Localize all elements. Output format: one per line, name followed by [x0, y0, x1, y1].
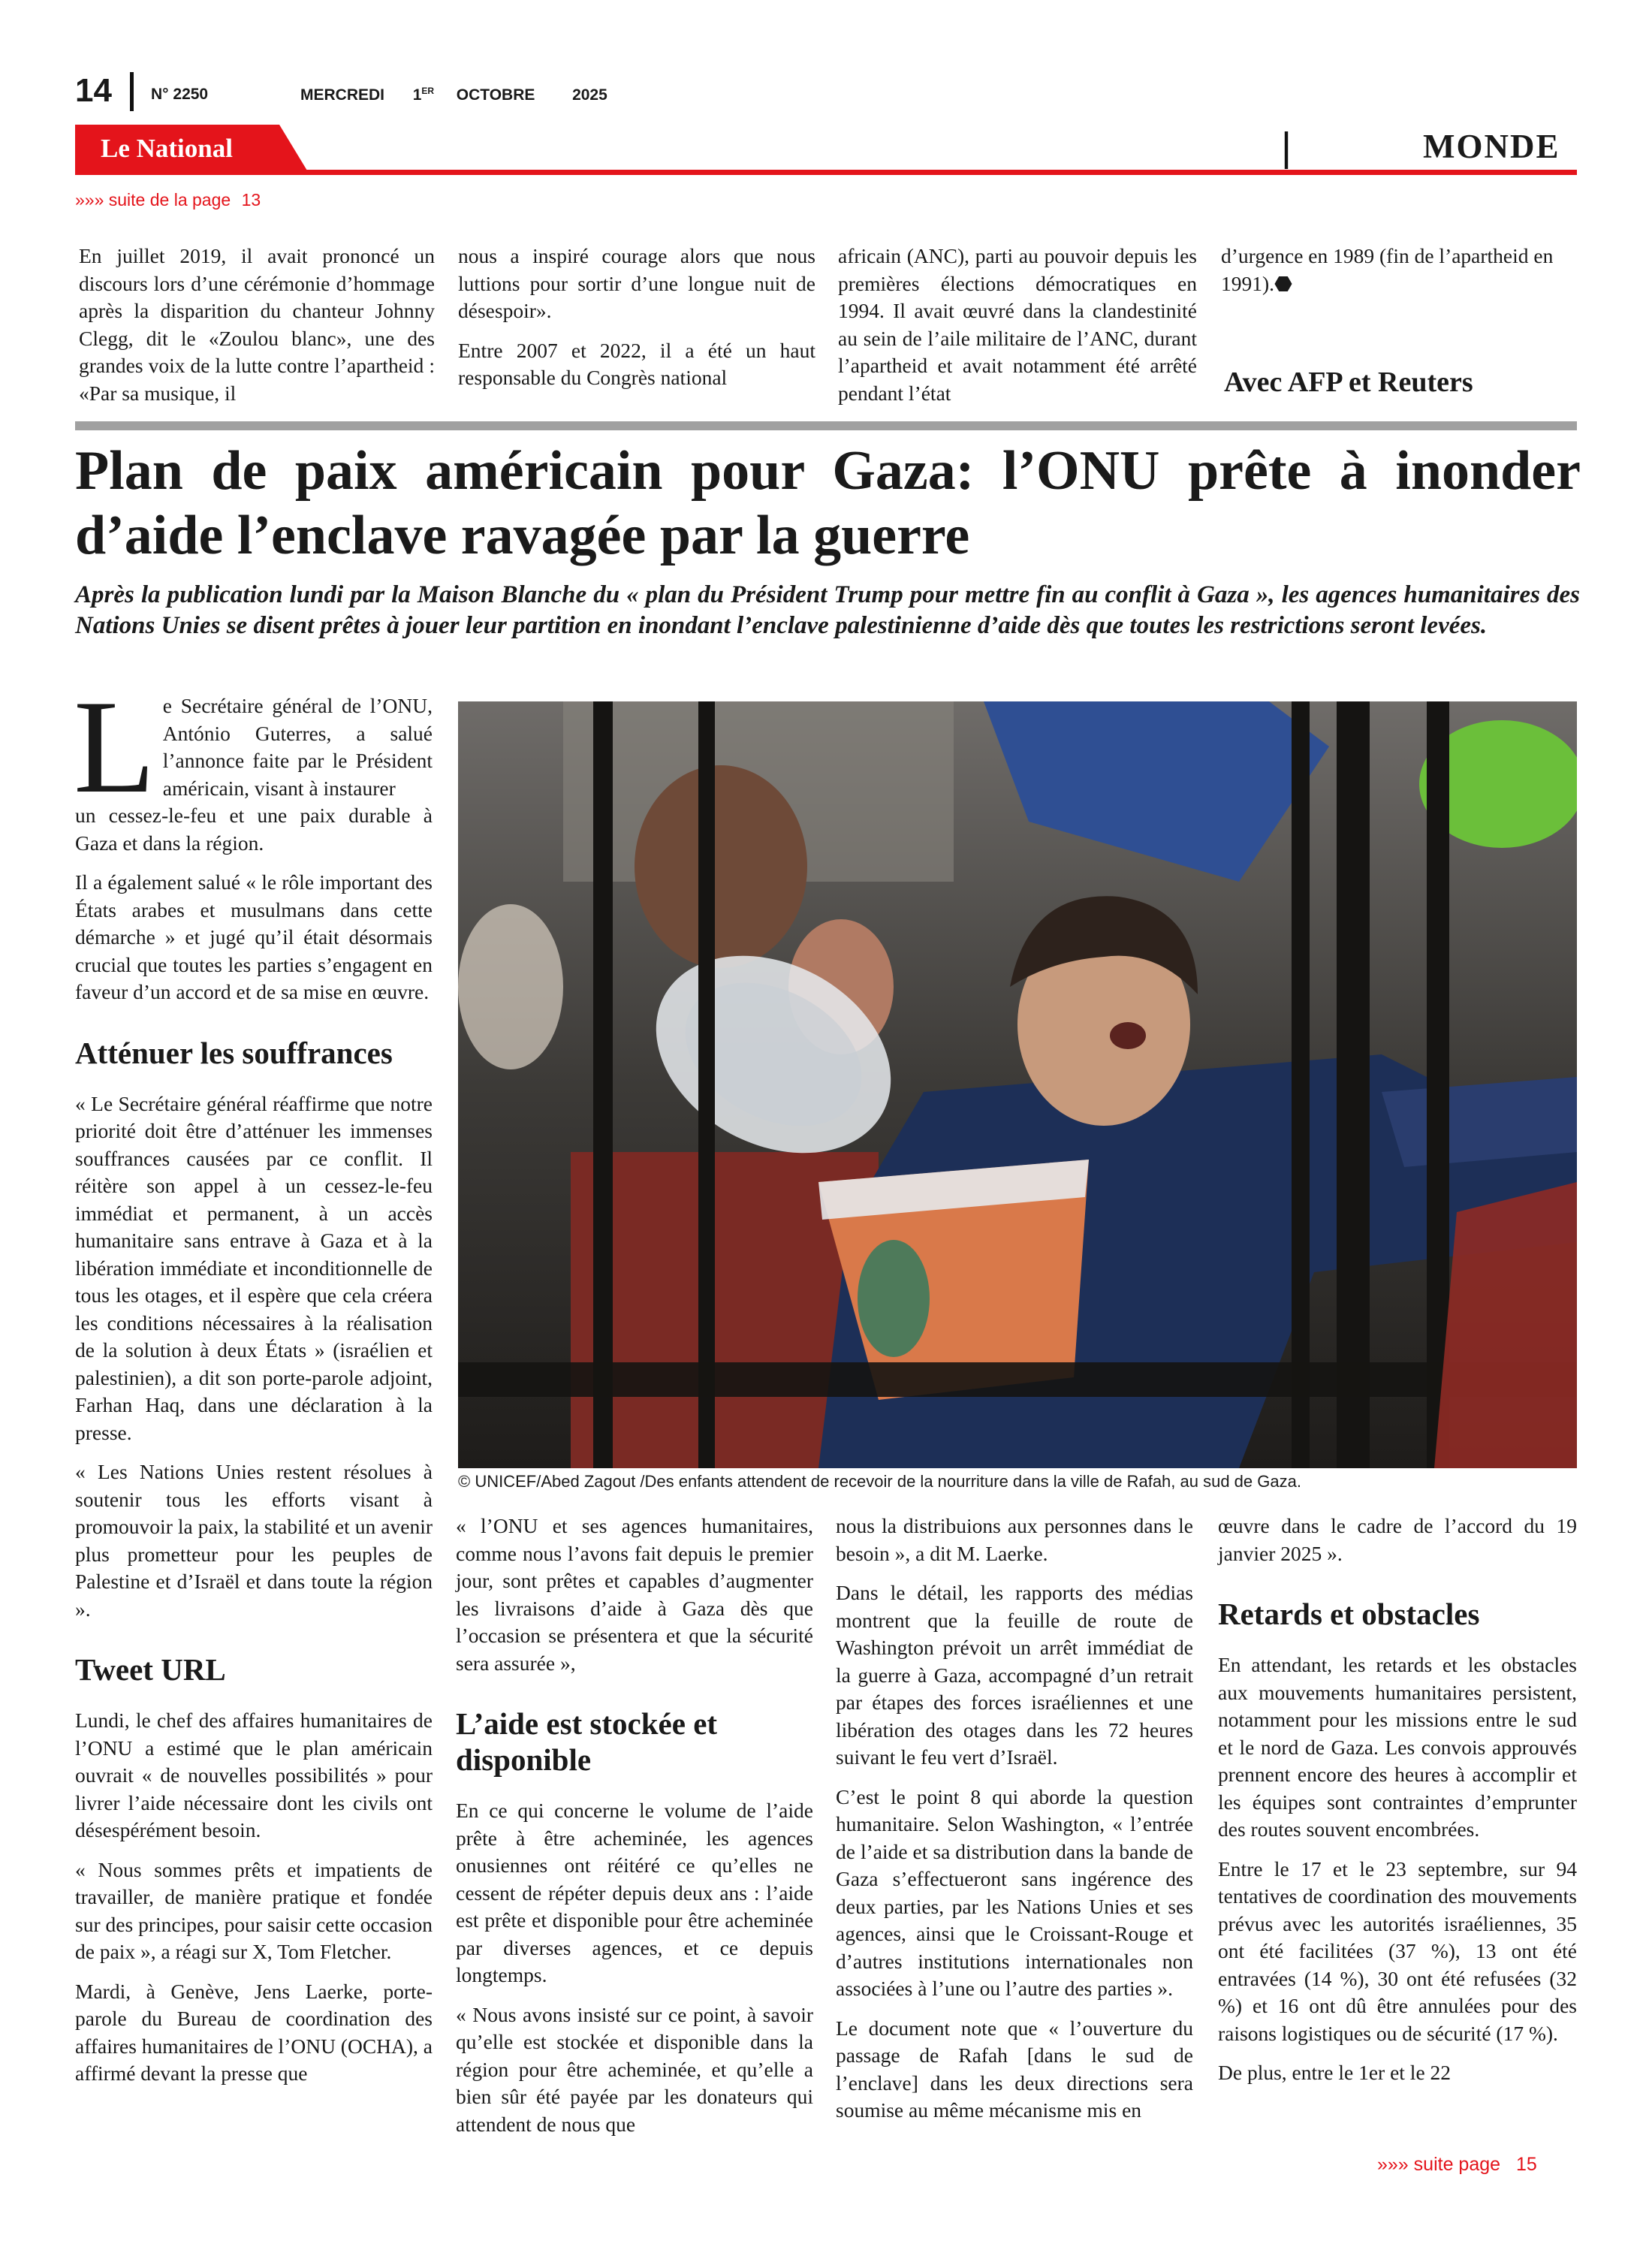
section-separator: | [1281, 125, 1292, 170]
article-separator-rule [75, 421, 1577, 430]
brand-logo: Le National [101, 134, 233, 163]
article-paragraph: Le document note que « l’ouverture du passage de Rafah [dans le sud de l’enclave] dans les deux directions sera soumise au même mécanisme mis en [836, 2016, 1193, 2122]
prev-article-paragraph: En juillet 2019, il avait prononcé un discours lors d’une cérémonie d’hommage après la disparition du chanteur Johnny Clegg, dit le «Zoulou blanc», une des grandes voix de la lutte contre l’apartheid : «Par sa musique, il [79, 244, 435, 405]
article-photo [458, 701, 1577, 1468]
article-paragraph: En attendant, les retards et les obstacles aux mouvements humanitaires persistent, notamment pour les missions entre le sud et le nord de Gaza. Les convois approuvés prennent encore des heures à accomplir et les équipes sont contraintes d’emprunter des routes souvent encombrées. [1218, 1653, 1577, 1841]
headline-line-1: Plan de paix américain pour Gaza: l’ONU prête à inonder [75, 440, 1581, 502]
article-paragraph: Il a également salué « le rôle important des États arabes et musulmans dans cette démarche » et jugé qu’il était désormais crucial que toutes les parties s’engagent en faveur d’un accord et de sa mise en œuvre. [75, 870, 433, 1003]
prev-article-paragraph [1221, 243, 1580, 297]
article-paragraph: De plus, entre le 1er et le 22 [1218, 2061, 1452, 2084]
article-paragraph: e Secrétaire général de l’ONU, António Guterres, a salué l’annonce faite par le Président américain, visant à instaurer [162, 694, 433, 800]
continued-to-page: 15 [1516, 2154, 1537, 2175]
prev-article-paragraph: Entre 2007 et 2022, il a été un haut responsable du Congrès national [458, 338, 815, 389]
article-paragraph: « Les Nations Unies restent résolues à soutenir tous les efforts visant à promouvoir la paix, la stabilité et un avenir plus prometteur pour les peuples de Palestine et d’Israël et dans toute la région ». [75, 1460, 433, 1621]
subheading-attenuer: Atténuer les souffrances [75, 1035, 393, 1070]
article-paragraph: Entre le 17 et le 23 septembre, sur 94 tentatives de coordination des mouvements prévus avec les autorités israéliennes, 35 ont été facilitées (37 %), 13 ont été entravées (14 %), 30 ont été refusées (32 %) et 16 ont dû être annulées pour des raisons logistiques ou de sécurité (17 %). [1218, 1856, 1577, 2045]
article-paragraph: « l’ONU et ses agences humanitaires, comme nous l’avons fait depuis le premier jour, sont prêtes et capables d’augmenter les livraisons d’aide à Gaza dès que l’occasion se présentera et que la sécurité sera assurée », [456, 1514, 813, 1675]
photo-caption: © UNICEF/Abed Zagout /Des enfants attendent de recevoir de la nourriture dans la ville de Rafah, au sud de Gaza. [458, 1472, 1301, 1491]
prev-article-paragraph: africain (ANC), parti au pouvoir depuis les premières élections démocratiques en 1994. Il avait œuvré dans la clandestinité au sein de l’aile militaire de l’ANC, durant l’apartheid et avait notamment été arrêté pendant l’état [838, 244, 1197, 405]
header-vertical-bar [130, 72, 134, 111]
continued-from-arrows: »»» [75, 190, 104, 210]
article-paragraph: « Le Secrétaire général réaffirme que notre priorité doit être d’atténuer les immenses souffrances causées par ce conflit. Il réitère son appel à un cessez-le-feu immédiat et permanent, à un accès humanitaire sans entrave à Gaza et à la libération immédiate et inconditionnelle de tous les otages, et il espère que cela créera les conditions nécessaires à la réalisation de la solution à deux États » (israélien et palestinien), a dit son porte-parole adjoint, Farhan Haq, dans une déclaration à la presse. [75, 1091, 433, 1444]
prev-article-col-1 [79, 243, 435, 419]
article-paragraph: nous la distribuions aux personnes dans le besoin », a dit M. Laerke. [836, 1514, 1193, 1565]
page-number: 14 [75, 72, 112, 109]
article-paragraph: œuvre dans le cadre de l’accord du 19 janvier 2025 ». [1218, 1514, 1577, 1565]
date-month: OCTOBRE [456, 86, 535, 104]
end-mark-icon: ⬣ [1274, 271, 1293, 295]
prev-article-col-2 [458, 243, 815, 404]
article-paragraph: Lundi, le chef des affaires humanitaires de l’ONU a estimé que le plan américain ouvrait « de nouvelles possibilités » pour livrer l’aide nécessaire dont les civils ont désespérément besoin. [75, 1709, 433, 1841]
article-paragraph: « Nous avons insisté sur ce point, à savoir qu’elle est stockée et disponible dans la région pour être acheminée, et qu’elle a bien sûr été payée par les donateurs qui attendent de nous que [456, 2002, 813, 2136]
article-col-1 [74, 672, 433, 2100]
header-red-rule [75, 170, 1577, 175]
headline-line-2: d’aide l’enclave ravagée par la guerre [75, 505, 970, 566]
article-paragraph: un cessez-le-feu et une paix durable à Gaza et dans la région. [75, 804, 433, 855]
section-title: MONDE [1423, 128, 1560, 165]
article-lede: Après la publication lundi par la Maison Blanche du « plan du Président Trump pour mettre fin au conflit à Gaza », les agences humanitaires des Nations Unies se disent prêtes à jouer leur partition en inondant l’enclave palestinienne d’aide dès que toutes les restrictions seront levées. [75, 581, 1580, 639]
date-day: 1 [412, 86, 422, 104]
subheading-retards: Retards et obstacles [1218, 1597, 1480, 1631]
issue-number: N° 2250 [151, 86, 209, 103]
subheading-tweet-url: Tweet URL [75, 1652, 226, 1687]
prev-article-col-4 [1221, 243, 1580, 309]
prev-article-end-text: d’urgence en 1989 (fin de l’apartheid en 1991). [1221, 244, 1554, 295]
continued-from-text: suite de la page [108, 190, 231, 210]
dropcap: L [74, 672, 155, 821]
continued-to-text: suite page [1413, 2154, 1501, 2175]
continued-from [75, 190, 261, 210]
date-day-name: MERCREDI [300, 86, 385, 104]
issue-date [300, 86, 607, 104]
article-paragraph: « Nous sommes prêts et impatients de travailler, de manière pratique et fondée sur des principes, pour saisir cette occasion de paix », a réagi sur X, Tom Fletcher. [75, 1857, 433, 1963]
article-col-4 [1218, 1513, 1577, 2099]
date-sup: ER [421, 86, 435, 96]
prev-article-col-3 [838, 243, 1197, 419]
subheading-aide-stockee: L’aide est stockée et disponible [456, 1706, 718, 1777]
article-col-2 [456, 1513, 813, 2150]
article-paragraph: Dans le détail, les rapports des médias montrent que la feuille de route de Washington prévoit un arrêt immédiat de la guerre à Gaza, accompagné d’un retrait par étapes des forces israéliennes et une libération des otages dans les 72 heures suivant le feu vert d’Israël. [836, 1581, 1193, 1769]
article-col-3 [836, 1513, 1193, 2137]
article-paragraph: En ce qui concerne le volume de l’aide prête à être acheminée, les agences onusiennes ont réitéré ce qu’elles ne cessent de répéter depuis deux ans : l’aide est prête et disponible pour être acheminée par diverses agences, et ce depuis longtemps. [456, 1799, 813, 1986]
prev-article-paragraph: nous a inspiré courage alors que nous luttions pour sortir d’une longue nuit de désespoir». [458, 244, 815, 322]
headline [75, 439, 1581, 568]
continued-to-arrows: »»» [1377, 2154, 1409, 2175]
date-year: 2025 [572, 86, 607, 104]
article-paragraph: C’est le point 8 qui aborde la question humanitaire. Selon Washington, « l’entrée de l’aide et sa distribution dans la bande de Gaza s’effectueront sans ingérence des deux parties, par les Nations Unies et ses agences, ainsi que le Croissant-Rouge et d’autres institutions internationales non associées à l’une ou l’autre des parties ». [836, 1784, 1193, 2000]
continued-to[interactable] [1377, 2154, 1537, 2176]
continued-from-page: 13 [241, 190, 261, 210]
article-paragraph: Mardi, à Genève, Jens Laerke, porte-parole du Bureau de coordination des affaires humanitaires de l’ONU (OCHA), a affirmé devant la presse que [75, 1979, 433, 2085]
prev-article-credit: Avec AFP et Reuters [1224, 366, 1473, 398]
